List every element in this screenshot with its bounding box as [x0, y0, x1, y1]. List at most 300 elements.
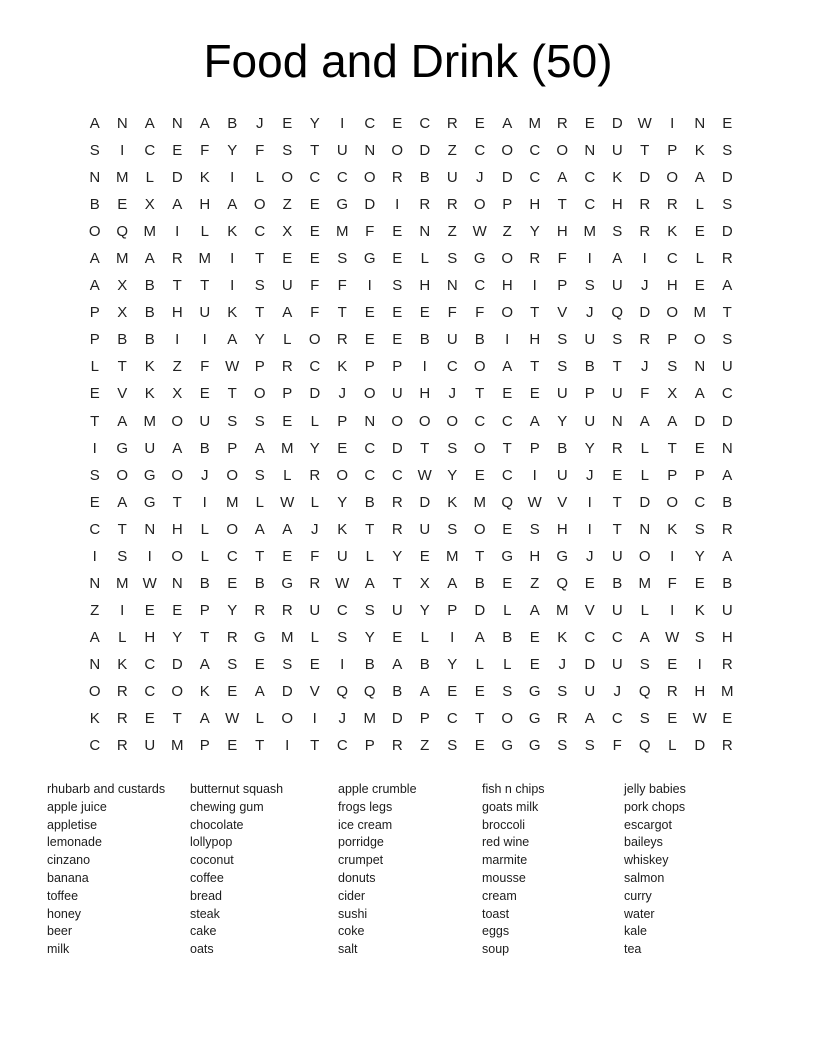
grid-letter: K: [89, 710, 100, 728]
grid-letter: R: [336, 331, 348, 349]
word-item: apple crumble: [338, 782, 417, 796]
grid-letter: D: [694, 412, 706, 430]
grid-letter: H: [556, 223, 568, 241]
grid-letter: L: [695, 250, 704, 268]
grid-letter: U: [446, 331, 458, 349]
grid-letter: P: [392, 358, 403, 376]
word-item: banana: [47, 870, 89, 885]
grid-letter: A: [89, 277, 100, 295]
grid-letter: R: [721, 520, 733, 538]
word-item: donuts: [338, 870, 376, 885]
grid-letter: G: [253, 628, 266, 646]
grid-letter: D: [309, 385, 321, 403]
grid-letter: E: [529, 385, 540, 403]
grid-letter: C: [336, 169, 348, 187]
grid-letter: B: [474, 574, 485, 592]
grid-letter: B: [89, 196, 100, 214]
grid-letter: L: [365, 547, 374, 565]
grid-letter: U: [611, 277, 623, 295]
grid-letter: A: [117, 493, 128, 511]
grid-letter: D: [721, 412, 733, 430]
grid-letter: U: [611, 601, 623, 619]
grid-letter: Y: [392, 547, 403, 565]
grid-letter: W: [417, 466, 432, 484]
grid-letter: J: [256, 115, 264, 133]
grid-letter: J: [613, 683, 621, 700]
word-item: appletise: [47, 817, 98, 832]
grid-letter: Q: [556, 574, 569, 592]
grid-letter: E: [447, 683, 458, 700]
grid-letter: Y: [584, 439, 595, 457]
grid-letter: I: [532, 466, 537, 484]
grid-letter: G: [143, 466, 156, 484]
grid-letter: L: [503, 601, 512, 619]
word-item: beer: [47, 924, 73, 939]
grid-letter: I: [697, 655, 702, 673]
word-item: cream: [482, 888, 517, 903]
grid-letter: Y: [254, 331, 265, 349]
grid-letter: O: [501, 250, 514, 268]
grid-letter: F: [200, 358, 210, 376]
grid-letter: A: [227, 196, 238, 214]
grid-letter: R: [639, 331, 651, 349]
grid-letter: C: [446, 710, 458, 728]
word-item: coconut: [190, 853, 234, 868]
grid-letter: O: [693, 331, 706, 349]
grid-letter: T: [530, 304, 540, 322]
grid-letter: A: [529, 601, 540, 619]
grid-letter: A: [254, 439, 265, 457]
grid-letter: A: [474, 628, 485, 646]
grid-letter: B: [722, 493, 733, 511]
grid-letter: K: [144, 385, 155, 403]
grid-letter: J: [338, 385, 346, 403]
word-item: salt: [338, 942, 358, 957]
grid-letter: R: [116, 710, 128, 728]
grid-letter: I: [532, 277, 537, 295]
grid-letter: H: [529, 547, 541, 565]
grid-letter: P: [89, 331, 100, 349]
grid-letter: L: [475, 655, 484, 673]
grid-row: [81, 110, 741, 137]
grid-letter: T: [255, 304, 265, 322]
grid-letter: E: [612, 466, 623, 484]
grid-letter: Y: [309, 115, 320, 133]
grid-letter: D: [364, 196, 376, 214]
grid-letter: E: [529, 655, 540, 673]
grid-letter: J: [448, 385, 456, 403]
grid-letter: U: [556, 466, 568, 484]
grid-letter: Q: [116, 223, 129, 241]
grid-letter: A: [364, 574, 375, 592]
grid-letter: Y: [694, 547, 705, 565]
grid-letter: W: [335, 574, 350, 592]
grid-letter: T: [557, 196, 567, 214]
grid-letter: S: [447, 439, 458, 457]
grid-letter: A: [722, 277, 733, 295]
grid-letter: I: [120, 601, 125, 619]
grid-letter: J: [641, 277, 649, 295]
grid-letter: U: [336, 142, 348, 160]
grid-letter: M: [446, 547, 459, 565]
grid-letter: A: [447, 574, 458, 592]
grid-letter: L: [200, 547, 209, 565]
word-item: cake: [190, 924, 217, 939]
word-item: toast: [482, 906, 510, 921]
grid-letter: O: [171, 547, 184, 565]
grid-letter: A: [117, 412, 128, 430]
grid-letter: Z: [172, 358, 182, 376]
word-list-column: [190, 781, 338, 959]
word-list-column: [624, 781, 754, 959]
grid-letter: B: [199, 574, 210, 592]
grid-letter: Z: [530, 574, 540, 592]
grid-letter: G: [473, 250, 486, 268]
grid-letter: B: [419, 655, 430, 673]
grid-letter: U: [391, 385, 403, 403]
grid-letter: B: [474, 331, 485, 349]
grid-letter: N: [89, 574, 101, 592]
grid-letter: M: [171, 737, 184, 755]
grid-letter: H: [529, 196, 541, 214]
grid-letter: I: [670, 547, 675, 565]
grid-letter: R: [666, 196, 678, 214]
grid-letter: W: [280, 493, 295, 511]
grid-letter: E: [199, 385, 210, 403]
grid-letter: H: [419, 277, 431, 295]
grid-letter: R: [254, 601, 266, 619]
grid-letter: N: [144, 520, 156, 538]
grid-letter: A: [199, 710, 210, 728]
grid-letter: T: [172, 277, 182, 295]
grid-letter: C: [474, 142, 486, 160]
grid-letter: R: [529, 250, 541, 268]
grid-row: [81, 435, 741, 462]
grid-letter: M: [143, 223, 156, 241]
grid-letter: B: [419, 169, 430, 187]
grid-letter: I: [587, 520, 592, 538]
grid-letter: E: [144, 601, 155, 619]
grid-letter: A: [392, 655, 403, 673]
grid-letter: H: [419, 385, 431, 403]
word-item: coffee: [190, 870, 224, 885]
grid-letter: P: [447, 601, 458, 619]
grid-letter: Z: [502, 223, 512, 241]
grid-letter: V: [557, 493, 568, 511]
grid-letter: X: [282, 223, 293, 241]
grid-letter: K: [667, 223, 678, 241]
grid-letter: D: [171, 655, 183, 673]
grid-letter: U: [309, 601, 321, 619]
grid-letter: S: [282, 655, 293, 673]
grid-letter: C: [144, 655, 156, 673]
grid-letter: E: [144, 710, 155, 728]
grid-letter: I: [340, 115, 345, 133]
grid-letter: F: [365, 223, 375, 241]
grid-letter: H: [666, 277, 678, 295]
grid-letter: S: [89, 466, 100, 484]
grid-letter: Z: [447, 223, 457, 241]
grid-letter: W: [692, 710, 707, 728]
grid-row: [81, 462, 741, 489]
grid-letter: B: [117, 331, 128, 349]
grid-letter: C: [611, 710, 623, 728]
grid-row: [81, 191, 741, 218]
word-item: lollypop: [190, 835, 233, 850]
grid-letter: S: [337, 250, 348, 268]
grid-letter: A: [694, 169, 705, 187]
grid-letter: K: [227, 304, 238, 322]
grid-letter: E: [282, 250, 293, 268]
grid-letter: J: [201, 466, 209, 484]
grid-letter: I: [175, 331, 180, 349]
word-item: broccoli: [482, 817, 526, 832]
grid-letter: K: [667, 520, 678, 538]
grid-letter: H: [694, 683, 706, 700]
grid-letter: S: [89, 142, 100, 160]
grid-letter: P: [529, 439, 540, 457]
grid-letter: I: [230, 250, 235, 268]
grid-letter: E: [254, 655, 265, 673]
word-item: frogs legs: [338, 799, 393, 814]
word-list: [47, 781, 754, 959]
grid-letter: S: [447, 520, 458, 538]
grid-letter: E: [227, 574, 238, 592]
grid-letter: M: [363, 710, 376, 728]
grid-letter: D: [391, 710, 403, 728]
grid-letter: O: [281, 169, 294, 187]
grid-letter: S: [584, 277, 595, 295]
grid-letter: C: [611, 628, 623, 646]
grid-letter: T: [612, 520, 622, 538]
grid-letter: O: [473, 196, 486, 214]
grid-letter: C: [721, 385, 733, 403]
grid-letter: R: [556, 115, 568, 133]
grid-letter: L: [420, 250, 429, 268]
grid-letter: S: [722, 331, 733, 349]
grid-letter: O: [666, 493, 679, 511]
grid-letter: L: [310, 412, 319, 430]
grid-letter: A: [639, 412, 650, 430]
grid-row: [81, 380, 741, 407]
grid-row: [81, 543, 741, 570]
grid-letter: E: [474, 466, 485, 484]
word-item: baileys: [624, 835, 663, 850]
grid-letter: T: [200, 628, 210, 646]
grid-letter: C: [584, 628, 596, 646]
grid-letter: M: [721, 683, 734, 700]
grid-letter: C: [89, 737, 101, 755]
grid-letter: O: [171, 466, 184, 484]
grid-letter: M: [143, 412, 156, 430]
grid-letter: D: [639, 169, 651, 187]
grid-letter: B: [144, 331, 155, 349]
grid-letter: T: [667, 439, 677, 457]
grid-letter: O: [501, 142, 514, 160]
grid-row: [81, 516, 741, 543]
grid-letter: B: [227, 115, 238, 133]
grid-letter: E: [722, 115, 733, 133]
grid-letter: A: [722, 466, 733, 484]
grid-letter: C: [336, 737, 348, 755]
word-item: toffee: [47, 888, 79, 903]
grid-letter: S: [557, 331, 568, 349]
word-item: pork chops: [624, 799, 686, 814]
grid-letter: U: [611, 655, 623, 673]
grid-letter: I: [670, 601, 675, 619]
grid-letter: K: [117, 655, 128, 673]
grid-letter: V: [309, 683, 320, 700]
grid-letter: E: [282, 115, 293, 133]
grid-letter: S: [392, 277, 403, 295]
grid-letter: H: [556, 520, 568, 538]
grid-letter: G: [281, 574, 294, 592]
grid-letter: O: [638, 547, 651, 565]
word-list-column: [482, 781, 624, 959]
grid-letter: T: [227, 385, 237, 403]
word-item: tea: [624, 942, 642, 957]
grid-letter: E: [694, 277, 705, 295]
grid-letter: W: [665, 628, 680, 646]
grid-letter: L: [310, 493, 319, 511]
grid-letter: E: [282, 547, 293, 565]
grid-letter: P: [337, 412, 348, 430]
grid-letter: L: [283, 466, 292, 484]
grid-letter: C: [226, 547, 238, 565]
grid-letter: K: [337, 358, 348, 376]
grid-row: [81, 732, 741, 759]
grid-letter: E: [419, 304, 430, 322]
grid-letter: T: [640, 142, 650, 160]
grid-letter: E: [502, 385, 513, 403]
grid-letter: T: [420, 439, 430, 457]
grid-letter: Y: [557, 412, 568, 430]
grid-letter: T: [475, 710, 485, 728]
grid-letter: M: [583, 223, 596, 241]
grid-letter: D: [171, 169, 183, 187]
grid-letter: T: [90, 412, 100, 430]
grid-letter: S: [254, 466, 265, 484]
grid-letter: I: [395, 196, 400, 214]
grid-letter: E: [309, 250, 320, 268]
grid-letter: S: [447, 250, 458, 268]
grid-letter: R: [446, 115, 458, 133]
word-item: cider: [338, 888, 366, 903]
grid-letter: X: [144, 196, 155, 214]
grid-letter: S: [584, 737, 595, 755]
grid-row: [81, 705, 741, 732]
grid-letter: M: [336, 223, 349, 241]
grid-letter: K: [144, 358, 155, 376]
grid-letter: D: [501, 169, 513, 187]
grid-letter: A: [89, 250, 100, 268]
grid-letter: U: [144, 439, 156, 457]
grid-letter: E: [667, 655, 678, 673]
grid-letter: A: [172, 439, 183, 457]
grid-letter: K: [694, 142, 705, 160]
grid-letter: E: [227, 737, 238, 755]
grid-letter: T: [255, 250, 265, 268]
grid-letter: G: [528, 683, 541, 700]
word-item: crumpet: [338, 853, 384, 868]
grid-letter: D: [391, 439, 403, 457]
grid-letter: C: [144, 142, 156, 160]
grid-letter: Y: [447, 466, 458, 484]
word-item: honey: [47, 906, 82, 921]
grid-letter: O: [666, 169, 679, 187]
grid-letter: Y: [419, 601, 430, 619]
grid-letter: O: [116, 466, 129, 484]
grid-letter: E: [474, 737, 485, 755]
grid-letter: S: [694, 520, 705, 538]
grid-letter: R: [281, 601, 293, 619]
grid-letter: R: [226, 628, 238, 646]
grid-letter: N: [694, 358, 706, 376]
grid-letter: K: [694, 601, 705, 619]
grid-letter: K: [199, 683, 210, 700]
grid-letter: Q: [638, 737, 651, 755]
grid-letter: A: [612, 250, 623, 268]
grid-letter: P: [667, 331, 678, 349]
grid-letter: R: [391, 737, 403, 755]
grid-letter: H: [721, 628, 733, 646]
grid-letter: E: [309, 196, 320, 214]
grid-letter: C: [254, 223, 266, 241]
grid-letter: M: [556, 601, 569, 619]
grid-letter: C: [144, 683, 156, 700]
grid-letter: V: [117, 385, 128, 403]
grid-letter: N: [446, 277, 458, 295]
grid-letter: O: [391, 412, 404, 430]
grid-letter: S: [364, 601, 375, 619]
grid-letter: I: [120, 142, 125, 160]
word-item: fish n chips: [482, 782, 545, 796]
grid-letter: E: [89, 385, 100, 403]
word-item: chocolate: [190, 817, 244, 832]
grid-letter: I: [175, 223, 180, 241]
grid-letter: E: [694, 574, 705, 592]
grid-letter: L: [90, 358, 99, 376]
grid-letter: L: [695, 196, 704, 214]
grid-letter: P: [254, 358, 265, 376]
grid-letter: M: [116, 169, 129, 187]
word-item: oats: [190, 942, 214, 957]
grid-letter: I: [340, 655, 345, 673]
grid-letter: L: [668, 737, 677, 755]
grid-letter: S: [447, 737, 458, 755]
grid-letter: O: [501, 304, 514, 322]
word-item: red wine: [482, 835, 530, 850]
grid-letter: S: [612, 331, 623, 349]
grid-letter: T: [255, 547, 265, 565]
word-item: steak: [190, 906, 220, 921]
grid-letter: O: [171, 412, 184, 430]
grid-letter: T: [722, 304, 732, 322]
grid-letter: C: [694, 493, 706, 511]
grid-letter: E: [584, 115, 595, 133]
grid-letter: S: [227, 655, 238, 673]
grid-letter: N: [364, 142, 376, 160]
grid-letter: A: [557, 169, 568, 187]
grid-letter: S: [557, 358, 568, 376]
word-item: marmite: [482, 853, 528, 868]
grid-letter: E: [667, 710, 678, 728]
grid-letter: N: [171, 574, 183, 592]
grid-letter: G: [556, 547, 569, 565]
grid-letter: L: [255, 710, 264, 728]
grid-letter: E: [694, 223, 705, 241]
puzzle-title: Food and Drink (50): [203, 35, 613, 87]
